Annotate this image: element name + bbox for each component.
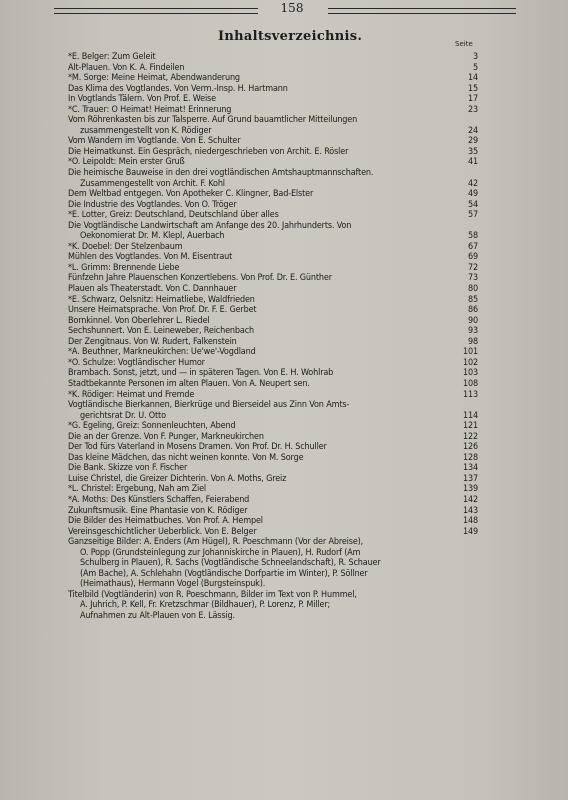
toc-entry-text: Das Klima des Vogtlandes. Von Verm.-Insp. H. Hartmann [68, 83, 288, 94]
toc-entry [68, 474, 478, 485]
toc-entry [68, 326, 478, 337]
toc-entry-text: zusammengestellt von K. Rödiger [80, 125, 212, 136]
toc-entry-text: Vogtländische Bierkannen, Bierkrüge und Bierseidel aus Zinn Von Amts- [68, 400, 350, 411]
toc-entry-text: *L. Grimm: Brennende Liebe [68, 262, 180, 273]
toc-entry-page: 113 [462, 389, 478, 400]
toc-entry [68, 432, 478, 443]
toc-entry [68, 516, 478, 527]
page-column-label: Seite [455, 40, 473, 48]
toc-entry [68, 221, 478, 232]
toc-entry [68, 210, 478, 221]
toc-entry [68, 52, 478, 63]
toc-entry [68, 506, 478, 517]
toc-entry [68, 379, 478, 390]
toc-entry [68, 453, 478, 464]
toc-entry-text: *E. Schwarz, Oelsnitz: Heimatliebe, Waldfrieden [68, 294, 255, 305]
toc-entry-text: Die an der Grenze. Von F. Punger, Markneukirchen [68, 431, 264, 442]
toc-entry-text: Brambach. Sonst, jetzt, und — in späteren Tagen. Von E. H. Wohlrab [68, 368, 334, 379]
toc-entry-page: 98 [467, 336, 478, 347]
toc-entry-text: (Am Bache), A. Schlehahn (Vogtländische Dorfpartie im Winter), P. Söllner [80, 568, 368, 579]
toc-entry [68, 242, 478, 253]
toc-entry-text: *E. Belger: Zum Geleit [68, 52, 156, 62]
toc-entry [68, 115, 478, 126]
toc-entry [68, 284, 478, 295]
toc-entry-text: Die heimische Bauweise in den drei vogtländischen Amtshauptmannschaften. [68, 168, 374, 179]
toc-entry-text: Der Zengitnaus. Von W. Rudert, Falkenstein [68, 336, 237, 347]
toc-entry-page: 57 [467, 210, 478, 221]
toc-entry [68, 126, 478, 137]
toc-entry-page: 121 [462, 421, 478, 432]
page-header [40, 0, 530, 22]
toc-entry [68, 347, 478, 358]
toc-entry-text: Vom Röhrenkasten bis zur Talsperre. Auf Grund bauamtlicher Mitteilungen [68, 115, 358, 126]
page-number: 158 [280, 1, 304, 15]
toc-entry-text: Die Bilder des Heimatbuches. Von Prof. A. Hempel [68, 516, 263, 527]
toc-entry [68, 411, 478, 422]
toc-entry [68, 179, 478, 190]
toc-entry-text: Bornkinnel. Von Oberlehrer L. Riedel [68, 315, 210, 326]
toc-entry-page: 72 [467, 262, 478, 273]
toc-entry-text: *K. Doebel: Der Stelzenbaum [68, 241, 183, 252]
toc-entry [68, 537, 478, 548]
toc-entry-page: 41 [467, 157, 478, 168]
toc-entry [68, 136, 478, 147]
toc-entry-text: Mühlen des Vogtlandes. Von M. Eisentraut [68, 252, 233, 263]
toc-entry-text: Stadtbekannte Personen im alten Plauen. Von A. Neupert sen. [68, 378, 310, 389]
toc-entry-page: 134 [462, 463, 478, 474]
toc-entry-text: gerichtsrat Dr. U. Otto [80, 410, 166, 421]
toc-entry-page: 128 [462, 452, 478, 463]
toc-entry-page: 137 [462, 473, 478, 484]
toc-entry-text: Der Tod fürs Vaterland in Mosens Dramen. Von Prof. Dr. H. Schuller [68, 442, 327, 453]
toc-entry [68, 463, 478, 474]
toc-entry-page: 15 [467, 83, 478, 94]
toc-entry [68, 600, 478, 611]
toc-entry-text: Vereinsgeschichtlicher Ueberblick. Von E. Belger [68, 526, 257, 537]
toc-entry-page: 73 [467, 273, 478, 284]
toc-entry-text: Titelbild (Vogtländerin) von R. Poeschmann, Bilder im Text von P. Hummel, [68, 589, 357, 600]
toc-entry-text: Zusammengestellt von Archit. F. Kohl [80, 178, 225, 189]
toc-entry-text: *A. Moths: Des Künstlers Schaffen, Feierabend [68, 494, 250, 505]
toc-entry-page: 85 [467, 294, 478, 305]
toc-entry [68, 84, 478, 95]
toc-entry-page: 3 [472, 52, 478, 62]
toc-entry [68, 548, 478, 559]
toc-entry [68, 189, 478, 200]
toc-entry-text: Das kleine Mädchen, das nicht weinen konnte. Von M. Sorge [68, 452, 304, 463]
toc-entry-text: Die Industrie des Vogtlandes. Von O. Tröger [68, 199, 237, 210]
toc-title: Inhaltsverzeichnis. [218, 29, 363, 44]
toc-entry-text: *O. Schulze: Vogtländischer Humor [68, 357, 205, 368]
toc-entry-page: 126 [462, 442, 478, 453]
toc-entry-text: *M. Sorge: Meine Heimat, Abendwanderung [68, 73, 240, 84]
toc-entry [68, 358, 478, 369]
toc-entry-page: 5 [472, 62, 478, 73]
toc-entry-page: 42 [467, 178, 478, 189]
toc-entry-text: Alt-Plauen. Von K. A. Findeilen [68, 62, 185, 73]
toc-entry-page: 90 [467, 315, 478, 326]
toc-entry-page: 139 [462, 484, 478, 495]
toc-entry [68, 94, 478, 105]
toc-entry-page: 122 [462, 431, 478, 442]
toc-entry-page: 142 [462, 494, 478, 505]
toc-entry-page: 14 [467, 73, 478, 84]
toc-entry-page: 143 [462, 505, 478, 516]
toc-entry-page: 29 [467, 136, 478, 147]
toc-entry [68, 147, 478, 158]
toc-entry [68, 273, 478, 284]
toc-entry [68, 558, 478, 569]
toc-entry-page: 93 [467, 326, 478, 337]
toc-entry [68, 252, 478, 263]
toc-entry-text: Sechshunnert. Von E. Leineweber, Reichenbach [68, 326, 254, 337]
toc-entry [68, 569, 478, 580]
toc-entry-text: *A. Beuthner, Markneukirchen: Ue'we'-Vogdland [68, 347, 256, 358]
header-rule-right [328, 8, 516, 14]
toc-entry-text: Unsere Heimatsprache. Von Prof. Dr. F. E. Gerbet [68, 305, 257, 316]
toc-entry-page: 102 [462, 357, 478, 368]
toc-entry-text: In Vogtlands Tälern. Von Prof. E. Weise [68, 94, 216, 105]
toc-entry [68, 579, 478, 590]
toc-entries [68, 52, 478, 622]
toc-entry [68, 73, 478, 84]
toc-entry-text: Die Vogtländische Landwirtschaft am Anfange des 20. Jahrhunderts. Von [68, 220, 352, 231]
toc-entry [68, 421, 478, 432]
toc-entry-page: 108 [462, 378, 478, 389]
toc-entry-text: O. Popp (Grundsteinlegung zur Johanniskirche in Plauen), H. Rudorf (Am [80, 547, 361, 558]
toc-entry-text: Ganzseitige Bilder: A. Enders (Am Hügel), R. Poeschmann (Vor der Abreise), [68, 537, 364, 548]
toc-entry-text: *C. Trauer: O Heimat! Heimat! Erinnerung [68, 104, 232, 115]
toc-entry-page: 80 [467, 284, 478, 295]
toc-entry-text: Zukunftsmusik. Eine Phantasie von K. Rödiger [68, 505, 248, 516]
toc-entry-text: Die Heimatkunst. Ein Gespräch, niedergeschrieben von Archit. E. Rösler [68, 146, 349, 157]
toc-entry-page: 148 [462, 516, 478, 527]
toc-entry-page: 103 [462, 368, 478, 379]
toc-entry-text: *O. Leipoldt: Mein erster Gruß [68, 157, 185, 168]
toc-entry [68, 400, 478, 411]
toc-entry-text: *E. Lotter, Greiz: Deutschland, Deutschland über alles [68, 210, 279, 221]
toc-entry [68, 390, 478, 401]
toc-entry [68, 527, 478, 538]
toc-entry [68, 316, 478, 327]
toc-entry [68, 484, 478, 495]
toc-entry-text: Luise Christel, die Greizer Dichterin. Von A. Moths, Greiz [68, 473, 287, 484]
toc-entry [68, 295, 478, 306]
toc-entry-page: 49 [467, 189, 478, 200]
toc-entry [68, 231, 478, 242]
toc-entry-text: Aufnahmen zu Alt-Plauen von E. Lässig. [80, 610, 235, 621]
toc-entry-page: 17 [467, 94, 478, 105]
toc-entry [68, 105, 478, 116]
toc-entry-page: 23 [467, 104, 478, 115]
toc-entry-text: Die Bank. Skizze von F. Fischer [68, 463, 188, 474]
toc-entry [68, 442, 478, 453]
toc-entry [68, 368, 478, 379]
toc-entry-page: 24 [467, 125, 478, 136]
toc-entry [68, 305, 478, 316]
toc-entry [68, 590, 478, 601]
toc-entry [68, 157, 478, 168]
toc-entry-text: Plauen als Theaterstadt. Von C. Dannhauer [68, 284, 237, 295]
toc-entry-page: 35 [467, 146, 478, 157]
toc-entry-page: 54 [467, 199, 478, 210]
toc-entry [68, 168, 478, 179]
toc-entry [68, 63, 478, 74]
toc-entry-text: *L. Christel: Ergebung, Nah am Ziel [68, 484, 207, 495]
toc-entry-page: 101 [462, 347, 478, 358]
toc-entry-text: *K. Rödiger: Heimat und Fremde [68, 389, 195, 400]
toc-entry [68, 200, 478, 211]
toc-entry-page: 149 [462, 526, 478, 537]
toc-entry-text: *G. Egeling, Greiz: Sonnenleuchten, Abend [68, 421, 236, 432]
toc-entry-text: A. Juhrich, P. Kell, Fr. Kretzschmar (Bildhauer), P. Lorenz, P. Miller; [80, 600, 331, 611]
toc-entry-text: Dem Weltbad entgegen. Von Apotheker C. Klingner, Bad-Elster [68, 189, 314, 200]
toc-entry-page: 69 [467, 252, 478, 263]
toc-entry [68, 337, 478, 348]
toc-entry-text: Schulberg in Plauen), R. Sachs (Vogtländische Schneelandschaft), R. Schauer [80, 558, 381, 569]
toc-entry-page: 58 [467, 231, 478, 242]
toc-entry [68, 495, 478, 506]
toc-entry-page: 67 [467, 241, 478, 252]
toc-entry-page: 114 [462, 410, 478, 421]
toc-entry-text: Oekonomierat Dr. M. Klepl, Auerbach [80, 231, 225, 242]
toc-entry-text: Vom Wandern im Vogtlande. Von E. Schulter [68, 136, 241, 147]
header-rule-left [54, 8, 258, 14]
toc-entry-page: 86 [467, 305, 478, 316]
toc-entry-text: Fünfzehn Jahre Plauenschen Konzertlebens. Von Prof. Dr. E. Günther [68, 273, 332, 284]
toc-entry [68, 611, 478, 622]
toc-entry-text: (Heimathaus), Hermann Vogel (Burgsteinspuk). [80, 579, 266, 590]
toc-entry [68, 263, 478, 274]
